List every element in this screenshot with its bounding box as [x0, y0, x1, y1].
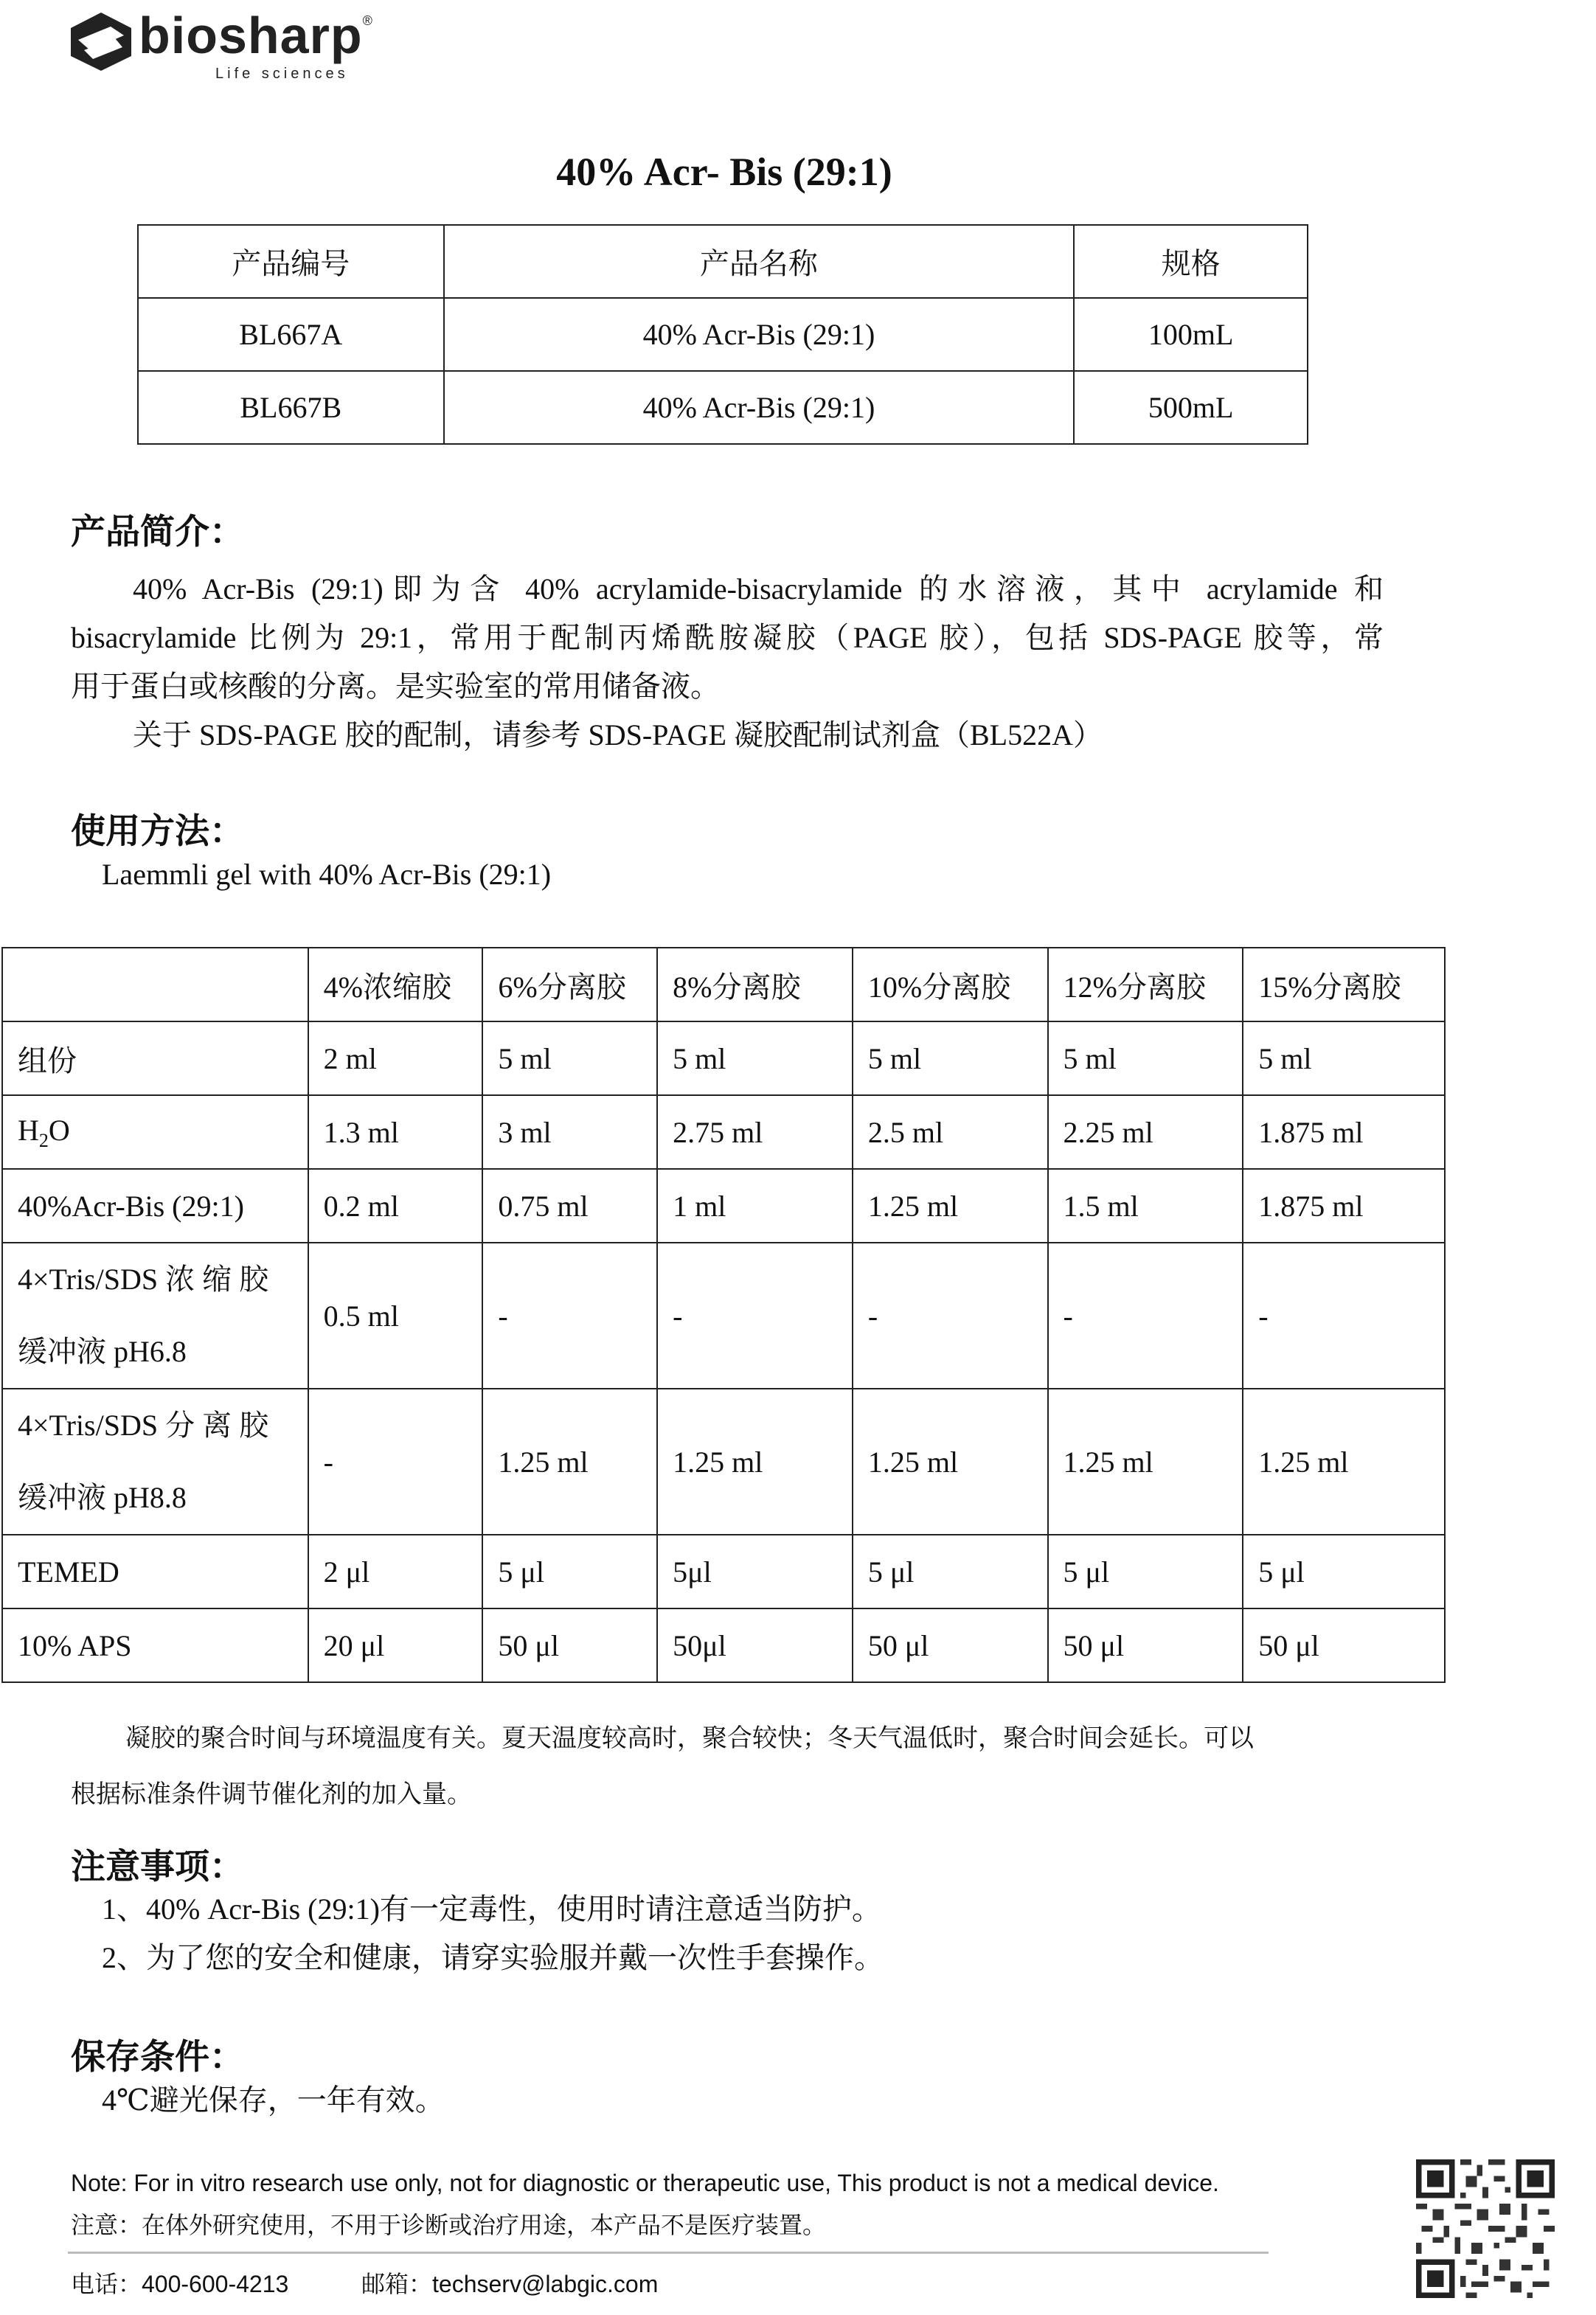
table-row	[2, 1608, 1445, 1682]
row-label: 4×Tris/SDS 分 离 胶 缓冲液 pH8.8	[2, 1389, 308, 1535]
table-cell: 500mL	[1074, 371, 1308, 444]
table-cell: -	[1048, 1243, 1243, 1389]
table-cell: BL667A	[138, 298, 444, 371]
table-header-row	[2, 948, 1445, 1021]
table-cell: 2 ml	[308, 1021, 483, 1095]
cautions-heading: 注意事项：	[71, 1847, 244, 1887]
table-cell: 5 μl	[853, 1535, 1048, 1608]
list-item: 2、为了您的安全和健康，请穿实验服并戴一次性手套操作。	[102, 1941, 884, 1974]
table-row	[2, 1021, 1445, 1095]
row-label: 4×Tris/SDS 浓 缩 胶 缓冲液 pH6.8	[2, 1243, 308, 1389]
header-cell	[2, 948, 308, 1021]
usage-subtitle: Laemmli gel with 40% Acr-Bis (29:1)	[102, 858, 552, 891]
table-row	[138, 371, 1308, 444]
intro-line: 40% Acr-Bis (29:1)即为含 40% acrylamide-bisacrylamide 的水溶液，其中 acrylamide 和	[133, 572, 1384, 605]
header-cell: 15%分离胶	[1243, 948, 1445, 1021]
header-cell: 12%分离胶	[1048, 948, 1243, 1021]
table-cell: 5 ml	[1243, 1021, 1445, 1095]
table-cell: 1.25 ml	[1048, 1389, 1243, 1535]
table-cell: 1.875 ml	[1243, 1169, 1445, 1243]
table-cell: 3 ml	[482, 1095, 657, 1169]
table-cell: 5 ml	[482, 1021, 657, 1095]
table-cell: -	[482, 1243, 657, 1389]
brand-tagline: Life sciences	[215, 66, 349, 82]
header-cell: 4%浓缩胶	[308, 948, 483, 1021]
table-cell: -	[1243, 1243, 1445, 1389]
row-label: 组份	[2, 1021, 308, 1095]
table-cell: 1.875 ml	[1243, 1095, 1445, 1169]
table-cell: 5μl	[657, 1535, 853, 1608]
table-cell: 5 ml	[657, 1021, 853, 1095]
table-cell: 5 ml	[853, 1021, 1048, 1095]
table-cell: 40% Acr-Bis (29:1)	[444, 298, 1075, 371]
footer-note-cn: 注意：在体外研究使用，不用于诊断或治疗用途，本产品不是医疗装置。	[71, 2212, 827, 2238]
table-header-row	[138, 225, 1308, 298]
table-cell: -	[657, 1243, 853, 1389]
row-label: 40%Acr-Bis (29:1)	[2, 1169, 308, 1243]
table-cell: 2.25 ml	[1048, 1095, 1243, 1169]
brand-name: biosharp®	[139, 7, 373, 64]
table-cell: 1.5 ml	[1048, 1169, 1243, 1243]
table-cell: 40% Acr-Bis (29:1)	[444, 371, 1075, 444]
qr-code-icon	[1416, 2159, 1555, 2298]
footer-email: 邮箱：techserv@labgic.com	[361, 2271, 659, 2297]
table-cell: 1 ml	[657, 1169, 853, 1243]
table-cell: 0.2 ml	[308, 1169, 483, 1243]
table-cell: 1.25 ml	[657, 1389, 853, 1535]
intro-line: 用于蛋白或核酸的分离。是实验室的常用储备液。	[71, 670, 720, 703]
table-cell: 5 μl	[1048, 1535, 1243, 1608]
intro-paragraph	[71, 565, 1384, 760]
table-cell: 50 μl	[1243, 1608, 1445, 1682]
header-cell: 产品名称	[444, 225, 1075, 298]
brand-logo	[68, 7, 378, 82]
header-cell: 产品编号	[138, 225, 444, 298]
table-row	[2, 1535, 1445, 1608]
note-line: 凝胶的聚合时间与环境温度有关。夏天温度较高时，聚合较快；冬天气温低时，聚合时间会延长。可以	[125, 1725, 1254, 1752]
product-table	[137, 224, 1308, 445]
footer-note-en: Note: For in vitro research use only, not for diagnostic or therapeutic use, This product is not a medical device.	[71, 2170, 1219, 2196]
document-title: 40% Acr- Bis (29:1)	[556, 150, 892, 194]
footer-phone: 电话：400-600-4213	[71, 2271, 289, 2297]
intro-line: bisacrylamide 比例为 29:1，常用于配制丙烯酰胺凝胶（PAGE 胶），包括 SDS-PAGE 胶等，常	[71, 621, 1384, 654]
row-label: TEMED	[2, 1535, 308, 1608]
table-row	[2, 1169, 1445, 1243]
intro-line: 关于 SDS-PAGE 胶的配制，请参考 SDS-PAGE 凝胶配制试剂盒（BL522A）	[133, 718, 1103, 752]
table-cell: 100mL	[1074, 298, 1308, 371]
header-cell: 6%分离胶	[482, 948, 657, 1021]
table-cell: 1.3 ml	[308, 1095, 483, 1169]
table-row	[2, 1095, 1445, 1169]
table-cell: -	[308, 1389, 483, 1535]
table-cell: 2 μl	[308, 1535, 483, 1608]
table-cell: 1.25 ml	[482, 1389, 657, 1535]
storage-heading: 保存条件：	[71, 2037, 244, 2078]
storage-text: 4℃避光保存，一年有效。	[102, 2083, 445, 2117]
header-cell: 规格	[1074, 225, 1308, 298]
table-cell: 2.5 ml	[853, 1095, 1048, 1169]
list-item: 1、40% Acr-Bis (29:1)有一定毒性，使用时请注意适当防护。	[102, 1892, 881, 1926]
table-cell: 1.25 ml	[853, 1389, 1048, 1535]
header-cell: 8%分离胶	[657, 948, 853, 1021]
table-cell: 5 ml	[1048, 1021, 1243, 1095]
table-cell: 50μl	[657, 1608, 853, 1682]
table-cell: -	[853, 1243, 1048, 1389]
table-cell: 5 μl	[1243, 1535, 1445, 1608]
cautions-list	[102, 1885, 884, 1982]
table-cell: 1.25 ml	[853, 1169, 1048, 1243]
table-cell: 5 μl	[482, 1535, 657, 1608]
hexagon-logo-icon	[68, 10, 134, 72]
gel-recipe-table	[1, 947, 1446, 1683]
table-cell: 50 μl	[1048, 1608, 1243, 1682]
table-row	[2, 1389, 1445, 1535]
footer-divider	[68, 2252, 1269, 2254]
table-cell: 1.25 ml	[1243, 1389, 1445, 1535]
table-row	[138, 298, 1308, 371]
table-row	[2, 1243, 1445, 1389]
intro-heading: 产品简介：	[71, 512, 244, 552]
row-label: $H_2O$	[2, 1095, 308, 1169]
polymerization-note	[71, 1711, 1384, 1823]
table-cell: BL667B	[138, 371, 444, 444]
note-line: 根据标准条件调节催化剂的加入量。	[71, 1781, 472, 1808]
table-cell: 20 μl	[308, 1608, 483, 1682]
table-cell: 50 μl	[482, 1608, 657, 1682]
table-cell: 0.75 ml	[482, 1169, 657, 1243]
header-cell: 10%分离胶	[853, 948, 1048, 1021]
usage-heading: 使用方法：	[71, 811, 244, 852]
table-cell: 50 μl	[853, 1608, 1048, 1682]
row-label: 10% APS	[2, 1608, 308, 1682]
table-cell: 0.5 ml	[308, 1243, 483, 1389]
table-cell: 2.75 ml	[657, 1095, 853, 1169]
